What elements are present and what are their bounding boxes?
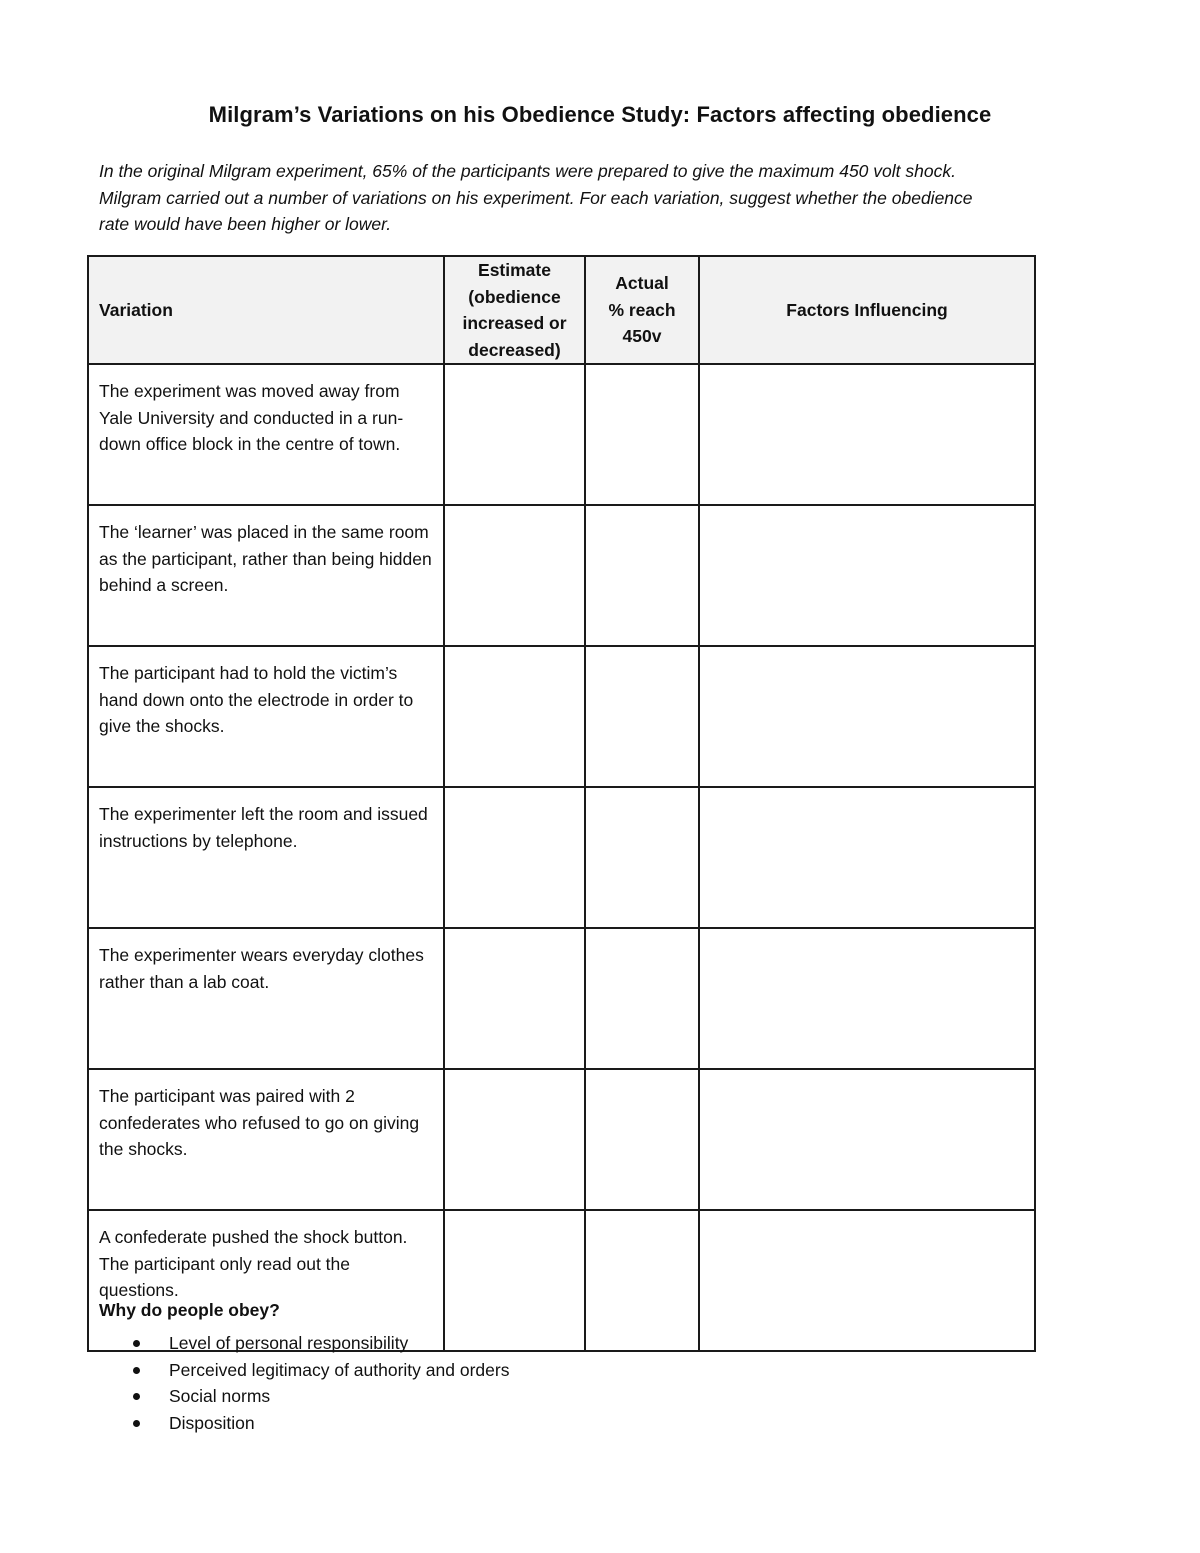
- variation-cell: The participant was paired with 2 confederates who refused to go on giving the shocks.: [88, 1069, 444, 1210]
- actual-cell[interactable]: [585, 1069, 699, 1210]
- table-header-row: [88, 256, 1035, 364]
- variation-cell: The ‘learner’ was placed in the same room as the participant, rather than being hidden behind a screen.: [88, 505, 444, 646]
- actual-cell[interactable]: [585, 1210, 699, 1351]
- bullet-icon: [133, 1340, 140, 1347]
- actual-cell[interactable]: [585, 505, 699, 646]
- table-row: [88, 1069, 1035, 1210]
- intro-paragraph: [99, 158, 1099, 238]
- table-row: [88, 928, 1035, 1069]
- estimate-cell[interactable]: [444, 646, 585, 787]
- list-item: [99, 1383, 509, 1410]
- page-title: Milgram’s Variations on his Obedience Study: Factors affecting obedience: [208, 102, 992, 127]
- estimate-cell[interactable]: [444, 787, 585, 928]
- list-item-text: Disposition: [169, 1412, 255, 1433]
- factors-cell[interactable]: [699, 787, 1035, 928]
- estimate-cell[interactable]: [444, 505, 585, 646]
- variation-cell: The participant had to hold the victim’s hand down onto the electrode in order to give the shocks.: [88, 646, 444, 787]
- header-line: decreased): [468, 339, 561, 360]
- variation-cell: The experiment was moved away from Yale University and conducted in a run-down office block in the centre of town.: [88, 364, 444, 505]
- table-row: [88, 505, 1035, 646]
- header-line: 450v: [622, 326, 662, 347]
- bullet-icon: [133, 1420, 140, 1427]
- list-item: [99, 1410, 509, 1437]
- estimate-cell[interactable]: [444, 1069, 585, 1210]
- variation-cell: The experimenter wears everyday clothes rather than a lab coat.: [88, 928, 444, 1069]
- bullet-icon: [133, 1367, 140, 1374]
- column-header-factors: Factors Influencing: [699, 256, 1035, 364]
- bullet-icon: [133, 1393, 140, 1400]
- header-line: increased or: [462, 313, 567, 333]
- header-line: Estimate: [478, 260, 551, 280]
- variation-cell: The experimenter left the room and issued instructions by telephone.: [88, 787, 444, 928]
- list-item-text: Social norms: [169, 1386, 271, 1406]
- why-obey-heading: Why do people obey?: [99, 1300, 280, 1320]
- column-header-variation: Variation: [88, 256, 444, 364]
- factors-cell[interactable]: [699, 1210, 1035, 1351]
- list-item-text: Perceived legitimacy of authority and orders: [169, 1359, 510, 1380]
- variation-cell: A confederate pushed the shock button. The participant only read out the questions.: [88, 1210, 444, 1351]
- actual-cell[interactable]: [585, 787, 699, 928]
- table-row: [88, 646, 1035, 787]
- factors-cell[interactable]: [699, 364, 1035, 505]
- estimate-cell[interactable]: [444, 364, 585, 505]
- estimate-cell[interactable]: [444, 928, 585, 1069]
- header-line: (obedience: [468, 286, 561, 307]
- column-header-actual: [585, 256, 699, 364]
- list-item: [99, 1357, 509, 1384]
- list-item: [99, 1330, 509, 1357]
- intro-line: Milgram carried out a number of variations on his experiment. For each variation, suggest whether the obedience: [99, 187, 973, 208]
- table-row: [88, 787, 1035, 928]
- actual-cell[interactable]: [585, 646, 699, 787]
- factors-cell[interactable]: [699, 646, 1035, 787]
- factors-cell[interactable]: [699, 928, 1035, 1069]
- list-item-text: Level of personal responsibility: [169, 1333, 409, 1353]
- actual-cell[interactable]: [585, 928, 699, 1069]
- variations-table: [87, 255, 1036, 1352]
- intro-line: In the original Milgram experiment, 65% of the participants were prepared to give the maximum 450 volt shock.: [99, 161, 956, 181]
- intro-line: rate would have been higher or lower.: [99, 214, 392, 234]
- actual-cell[interactable]: [585, 364, 699, 505]
- header-line: Actual: [615, 273, 669, 294]
- factors-cell[interactable]: [699, 1069, 1035, 1210]
- table-row: [88, 364, 1035, 505]
- reasons-list: [99, 1330, 509, 1436]
- header-line: % reach: [608, 299, 676, 320]
- factors-cell[interactable]: [699, 505, 1035, 646]
- column-header-estimate: [444, 256, 585, 364]
